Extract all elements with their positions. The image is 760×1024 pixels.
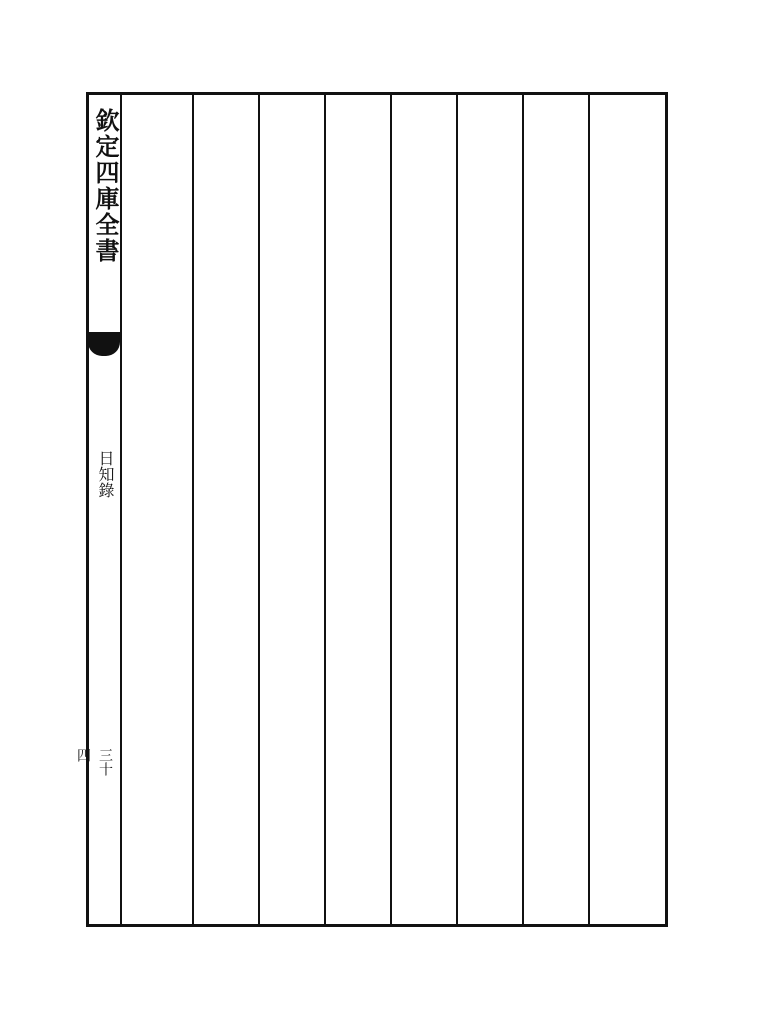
page-number: 三十四	[75, 748, 113, 776]
book-title: 欽定四庫全書	[91, 108, 120, 264]
text-column	[468, 100, 524, 915]
text-column	[270, 100, 326, 915]
text-column	[600, 100, 656, 915]
column-rule	[192, 92, 194, 927]
text-column	[534, 100, 590, 915]
volume-title: 日知錄	[96, 450, 115, 498]
text-column	[132, 100, 188, 915]
text-column	[402, 100, 458, 915]
text-column	[204, 100, 260, 915]
fish-tail-label	[88, 334, 120, 354]
text-column	[336, 100, 392, 915]
